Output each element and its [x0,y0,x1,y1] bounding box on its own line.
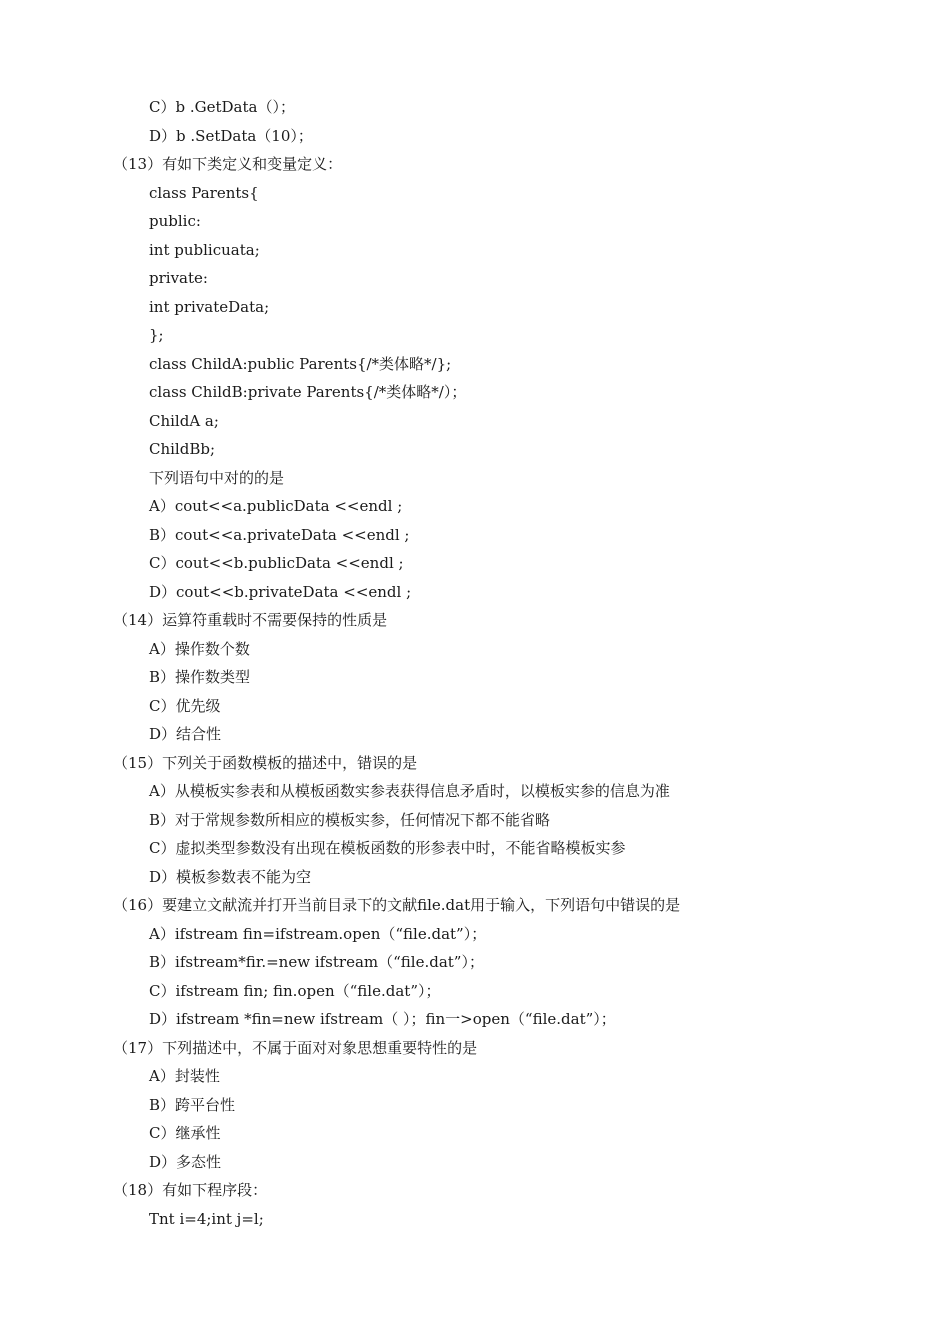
option-15-c: C）虚拟类型参数没有出现在模板函数的形参表中时，不能省略模板实参 [149,839,626,857]
code-line: class ChildA:public Parents{/*类体略*/}; [149,354,452,373]
option-16-d: D）ifstream *fin=new ifstream（ ）；fin一>open（“file.dat”）； [149,1010,616,1028]
option-15-a: A）从模板实参表和从模板函数实参表获得信息矛盾时，以模板实参的信息为准 [149,782,670,800]
option-15-b: B）对于常规参数所相应的模板实参，任何情况下都不能省略 [149,810,551,829]
option-14-a: A）操作数个数 [149,639,250,658]
question-16: （16）要建立文献流并打开当前目录下的文献file.dat用于输入，下列语句中错误的是 [113,896,681,914]
question-13-prompt: 下列语句中对的的是 [149,468,285,487]
question-14: （14）运算符重载时不需要保持的性质是 [113,611,388,629]
code-line: public: [149,212,201,230]
option-15-d: D）模板参数表不能为空 [149,867,312,886]
option-17-c: C）继承性 [149,1124,221,1142]
option-16-c: C）ifstream fin; fin.open（“file.dat”）； [149,981,441,1000]
code-line: class ChildB:private Parents{/*类体略*/）； [149,383,467,401]
question-17: （17）下列描述中，不属于面对对象思想重要特性的是 [113,1038,478,1057]
option-14-b: B）操作数类型 [149,668,251,686]
question-18: （18）有如下程序段： [113,1181,268,1199]
code-line: Tnt i=4;int j=l; [149,1209,264,1228]
option-16-b: B）ifstream*fir.=new ifstream（“file.dat”）； [149,953,484,971]
code-line: int privateData; [149,297,270,316]
option-16-a: A）ifstream fin=ifstream.open（“file.dat”）； [149,924,487,943]
question-15: （15）下列关于函数模板的描述中，错误的是 [113,753,418,772]
option-14-d: D）结合性 [149,725,222,743]
option-14-c: C）优先级 [149,696,221,715]
option-17-a: A）封装性 [149,1067,220,1085]
code-line: private: [149,269,208,287]
option-13-c: C）cout<<b.publicData <<endl ; [149,554,404,572]
option-13-prev-c: C）b .GetData（）； [149,98,295,116]
option-13-d: D）cout<<b.privateData <<endl ; [149,582,412,601]
option-13-a: A）cout<<a.publicData <<endl ; [149,497,403,515]
code-line: ChildBb; [149,440,216,458]
code-line: }; [149,326,164,344]
option-13-b: B）cout<<a.privateData <<endl ; [149,525,410,544]
option-17-d: D）多态性 [149,1152,222,1171]
question-13: （13）有如下类定义和变量定义： [113,155,343,173]
document-page [0,93,950,1233]
option-17-b: B）跨平台性 [149,1095,236,1114]
option-13-prev-d: D）b .SetData（10）； [149,126,313,145]
code-line: int publicuata; [149,240,260,259]
code-line: ChildA a; [149,411,219,430]
code-line: class Parents{ [149,183,259,202]
